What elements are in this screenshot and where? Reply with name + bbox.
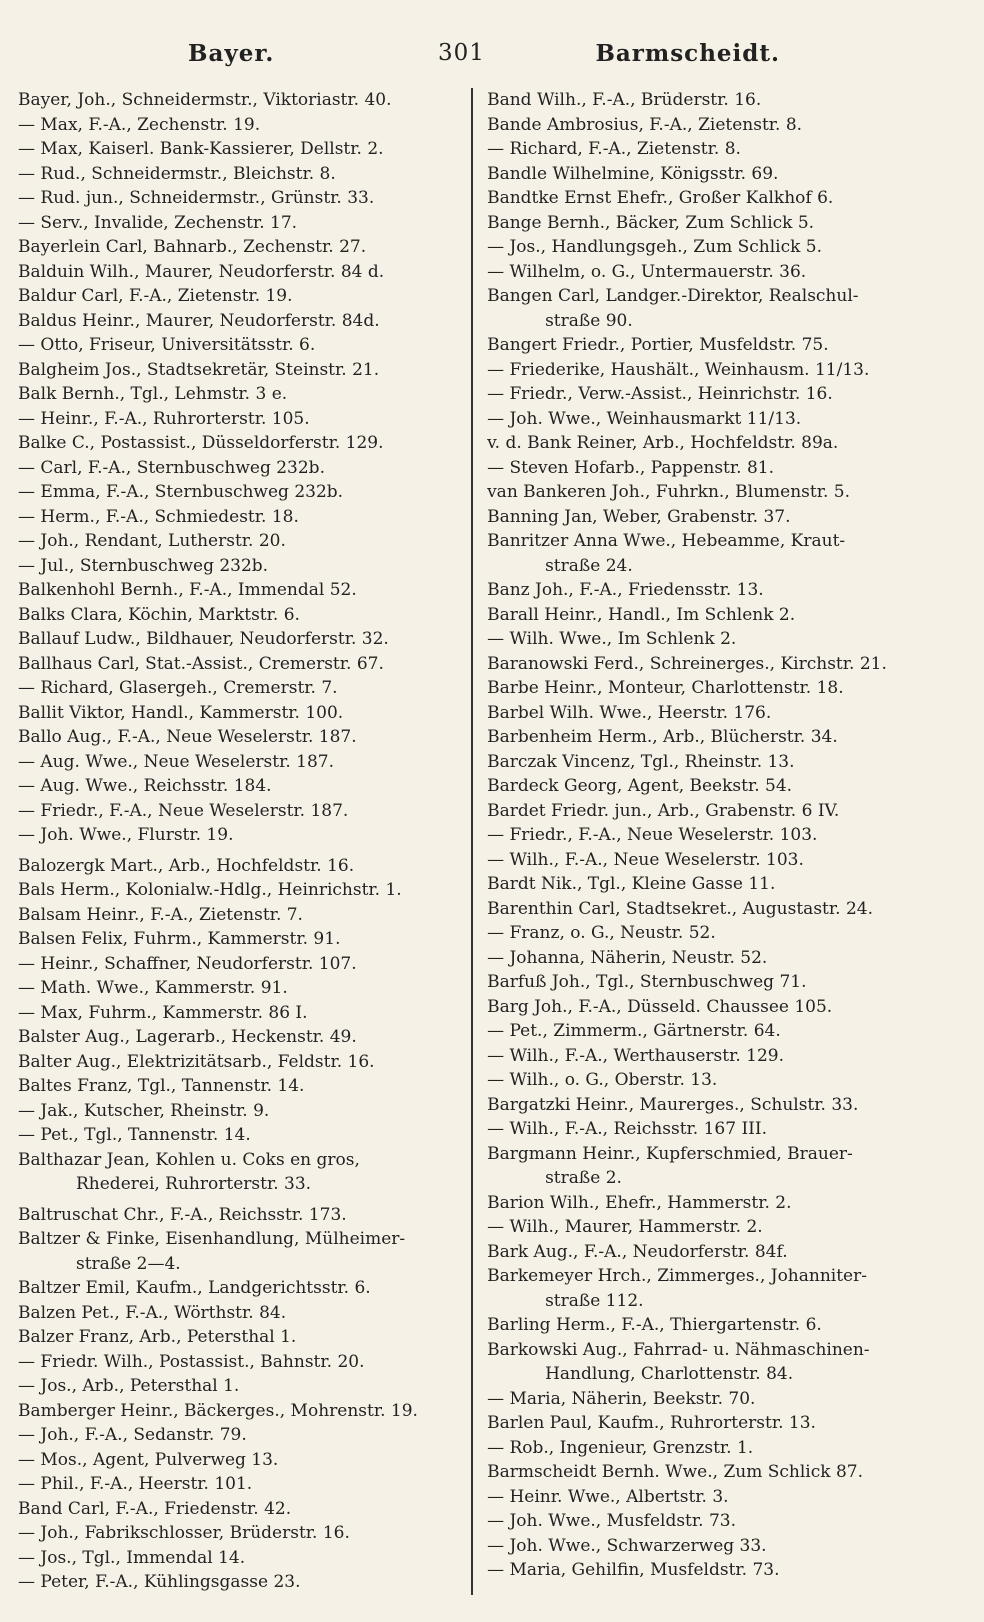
directory-entry: — Jos., Handlungsgeh., Zum Schlick 5.	[487, 237, 823, 257]
directory-entry: Barion Wilh., Ehefr., Hammerstr. 2.	[487, 1192, 792, 1213]
left-column	[18, 88, 473, 1595]
directory-entry: — Friederike, Haushält., Weinhausm. 11/13.	[487, 359, 870, 380]
directory-entry: Ballhaus Carl, Stat.-Assist., Cremerstr. 67.	[18, 653, 384, 674]
directory-entry: Bande Ambrosius, F.-A., Zietenstr. 8.	[487, 114, 803, 135]
directory-entry: Balduin Wilh., Maurer, Neudorferstr. 84 d.	[18, 261, 385, 282]
directory-entry: Barczak Vincenz, Tgl., Rheinstr. 13.	[487, 751, 795, 772]
directory-entry: Barling Herm., F.-A., Thiergartenstr. 6.	[487, 1315, 822, 1335]
directory-entry: — Rob., Ingenieur, Grenzstr. 1.	[487, 1437, 754, 1458]
directory-entry: Banritzer Anna Wwe., Hebeamme, Kraut-	[487, 531, 846, 551]
directory-entry: Banning Jan, Weber, Grabenstr. 37.	[487, 506, 791, 527]
directory-entry: Bayerlein Carl, Bahnarb., Zechenstr. 27.	[18, 237, 367, 257]
directory-entry: — Friedr., F.-A., Neue Weselerstr. 187.	[18, 800, 349, 821]
directory-entry: — Max, Fuhrm., Kammerstr. 86 I.	[18, 1002, 308, 1023]
directory-entry: — Wilhelm, o. G., Untermauerstr. 36.	[487, 261, 807, 282]
directory-entry: Banz Joh., F.-A., Friedensstr. 13.	[487, 580, 764, 600]
directory-entry: Bargatzki Heinr., Maurerges., Schulstr. 33.	[487, 1094, 859, 1115]
directory-entry: straße 2.	[545, 1168, 622, 1188]
directory-entry: — Aug. Wwe., Reichsstr. 184.	[18, 776, 272, 796]
directory-entry: — Joh., Fabrikschlosser, Brüderstr. 16.	[18, 1523, 350, 1543]
directory-entry: Bangen Carl, Landger.-Direktor, Realschul-	[487, 286, 859, 306]
directory-entry: — Jak., Kutscher, Rheinstr. 9.	[18, 1100, 270, 1121]
directory-entry: — Heinr., F.-A., Ruhrorterstr. 105.	[18, 408, 310, 429]
directory-entry: Bange Bernh., Bäcker, Zum Schlick 5.	[487, 212, 815, 233]
directory-entry: — Mos., Agent, Pulverweg 13.	[18, 1449, 279, 1470]
directory-entry: Bargmann Heinr., Kupferschmied, Brauer-	[487, 1143, 853, 1164]
directory-entry: Barg Joh., F.-A., Düsseld. Chaussee 105.	[487, 996, 833, 1017]
directory-entry: Balke C., Postassist., Düsseldorferstr. 129.	[18, 433, 384, 453]
directory-entry: Baltzer & Finke, Eisenhandlung, Mülheimer-	[18, 1229, 406, 1249]
directory-entry: — Richard, Glasergeh., Cremerstr. 7.	[18, 678, 338, 698]
directory-entry: Bamberger Heinr., Bäckerges., Mohrenstr. 19.	[18, 1400, 418, 1421]
directory-entry: Baldur Carl, F.-A., Zietenstr. 19.	[18, 286, 293, 306]
header-left-keyword: Bayer.	[188, 40, 275, 67]
directory-entry: — Friedr., F.-A., Neue Weselerstr. 103.	[487, 825, 818, 845]
directory-entry: — Maria, Näherin, Beekstr. 70.	[487, 1388, 756, 1409]
directory-entry: Bardet Friedr. jun., Arb., Grabenstr. 6 IV.	[487, 800, 840, 821]
directory-entry: — Friedr. Wilh., Postassist., Bahnstr. 20.	[18, 1351, 365, 1372]
directory-entry: — Emma, F.-A., Sternbuschweg 232b.	[18, 482, 344, 502]
directory-entry: Barenthin Carl, Stadtsekret., Augustastr. 24.	[487, 898, 873, 919]
directory-entry: Band Carl, F.-A., Friedenstr. 42.	[18, 1498, 292, 1519]
directory-entry: Bals Herm., Kolonialw.-Hdlg., Heinrichstr. 1.	[18, 880, 402, 900]
directory-entry: Bangert Friedr., Portier, Musfeldstr. 75.	[487, 335, 829, 355]
header-right-keyword: Barmscheidt.	[595, 40, 780, 67]
directory-entry: straße 90.	[545, 310, 633, 331]
directory-entry: Barall Heinr., Handl., Im Schlenk 2.	[487, 604, 796, 625]
directory-entry: Balk Bernh., Tgl., Lehmstr. 3 e.	[18, 384, 288, 404]
directory-entry: — Maria, Gehilfin, Musfeldstr. 73.	[487, 1560, 780, 1580]
directory-entry: — Aug. Wwe., Neue Weselerstr. 187.	[18, 751, 334, 772]
directory-entry: Balter Aug., Elektrizitätsarb., Feldstr. 16.	[18, 1051, 375, 1072]
directory-entry: — Richard, F.-A., Zietenstr. 8.	[487, 139, 741, 159]
directory-entry: Balzer Franz, Arb., Petersthal 1.	[18, 1327, 297, 1347]
directory-entry: — Joh. Wwe., Weinhausmarkt 11/13.	[487, 408, 802, 429]
directory-entry: — Joh. Wwe., Schwarzerweg 33.	[487, 1535, 767, 1556]
directory-entry: straße 24.	[545, 555, 633, 576]
directory-entry: Balsen Felix, Fuhrm., Kammerstr. 91.	[18, 929, 341, 949]
directory-entry: Bayer, Joh., Schneidermstr., Viktoriastr. 40.	[18, 90, 392, 110]
directory-entry: — Joh., F.-A., Sedanstr. 79.	[18, 1425, 247, 1445]
directory-entry: Balkenhohl Bernh., F.-A., Immendal 52.	[18, 580, 357, 600]
directory-entry: — Max, F.-A., Zechenstr. 19.	[18, 114, 261, 135]
directory-entry: — Otto, Friseur, Universitätsstr. 6.	[18, 335, 316, 355]
directory-entry: Barfuß Joh., Tgl., Sternbuschweg 71.	[487, 972, 807, 992]
directory-entry: — Friedr., Verw.-Assist., Heinrichstr. 16.	[487, 384, 833, 404]
directory-entry: — Joh. Wwe., Musfeldstr. 73.	[487, 1511, 736, 1531]
directory-entry: Barbe Heinr., Monteur, Charlottenstr. 18.	[487, 678, 844, 698]
directory-entry: Balozergk Mart., Arb., Hochfeldstr. 16.	[18, 855, 355, 876]
directory-entry: — Joh., Rendant, Lutherstr. 20.	[18, 531, 286, 551]
directory-entry: Baltzer Emil, Kaufm., Landgerichtsstr. 6.	[18, 1278, 371, 1298]
directory-entry: — Johanna, Näherin, Neustr. 52.	[487, 947, 768, 968]
directory-entry: Balzen Pet., F.-A., Wörthstr. 84.	[18, 1302, 287, 1323]
directory-entry: Handlung, Charlottenstr. 84.	[545, 1364, 794, 1384]
directory-entry: — Peter, F.-A., Kühlingsgasse 23.	[18, 1572, 301, 1592]
directory-entry: — Pet., Zimmerm., Gärtnerstr. 64.	[487, 1021, 781, 1041]
right-column	[473, 88, 950, 1595]
directory-entry: — Jos., Tgl., Immendal 14.	[18, 1547, 246, 1568]
directory-entry: — Carl, F.-A., Sternbuschweg 232b.	[18, 457, 325, 478]
directory-entry: Balster Aug., Lagerarb., Heckenstr. 49.	[18, 1027, 357, 1047]
directory-entry: — Wilh., F.-A., Werthauserstr. 129.	[487, 1045, 784, 1066]
directory-entry: Bardt Nik., Tgl., Kleine Gasse 11.	[487, 874, 776, 894]
directory-entry: — Steven Hofarb., Pappenstr. 81.	[487, 457, 774, 478]
directory-entry: — Pet., Tgl., Tannenstr. 14.	[18, 1125, 251, 1145]
directory-entry: Balthazar Jean, Kohlen u. Coks en gros,	[18, 1149, 360, 1170]
directory-entry: Balsam Heinr., F.-A., Zietenstr. 7.	[18, 904, 303, 925]
directory-entry: Ballauf Ludw., Bildhauer, Neudorferstr. 32.	[18, 629, 389, 649]
directory-entry: — Max, Kaiserl. Bank-Kassierer, Dellstr. 2.	[18, 139, 384, 159]
directory-entry: — Wilh., Maurer, Hammerstr. 2.	[487, 1217, 763, 1237]
directory-entry: — Franz, o. G., Neustr. 52.	[487, 923, 716, 943]
directory-entry: — Herm., F.-A., Schmiedestr. 18.	[18, 506, 299, 527]
directory-entry: van Bankeren Joh., Fuhrkn., Blumenstr. 5.	[487, 482, 850, 502]
directory-entry: straße 2—4.	[76, 1253, 181, 1274]
directory-entry: — Jos., Arb., Petersthal 1.	[18, 1376, 240, 1396]
directory-entry: Baranowski Ferd., Schreinerges., Kirchstr. 21.	[487, 653, 887, 674]
directory-entry: — Phil., F.-A., Heerstr. 101.	[18, 1474, 253, 1494]
directory-entry: — Math. Wwe., Kammerstr. 91.	[18, 978, 288, 998]
directory-entry: Bardeck Georg, Agent, Beekstr. 54.	[487, 776, 793, 796]
directory-entry: straße 112.	[545, 1290, 644, 1311]
directory-entry: Bandtke Ernst Ehefr., Großer Kalkhof 6.	[487, 188, 834, 208]
directory-entry: Barkowski Aug., Fahrrad- u. Nähmaschinen-	[487, 1339, 870, 1360]
directory-entry: Balgheim Jos., Stadtsekretär, Steinstr. 21.	[18, 359, 380, 380]
directory-entry: Barmscheidt Bernh. Wwe., Zum Schlick 87.	[487, 1462, 863, 1482]
directory-entry: Balks Clara, Köchin, Marktstr. 6.	[18, 604, 300, 625]
page-header	[18, 40, 950, 88]
directory-entry: — Wilh., F.-A., Reichsstr. 167 III.	[487, 1119, 767, 1139]
directory-entry: — Wilh., o. G., Oberstr. 13.	[487, 1070, 718, 1090]
directory-entry: Bark Aug., F.-A., Neudorferstr. 84f.	[487, 1241, 788, 1262]
directory-entry: Ballit Viktor, Handl., Kammerstr. 100.	[18, 702, 344, 723]
directory-entry: Barkemeyer Hrch., Zimmerges., Johanniter-	[487, 1266, 867, 1286]
directory-entry: — Jul., Sternbuschweg 232b.	[18, 555, 269, 576]
directory-entry: Barlen Paul, Kaufm., Ruhrorterstr. 13.	[487, 1413, 816, 1433]
directory-entry: — Rud. jun., Schneidermstr., Grünstr. 33.	[18, 188, 375, 208]
directory-entry: — Heinr., Schaffner, Neudorferstr. 107.	[18, 953, 357, 974]
directory-entry: Baldus Heinr., Maurer, Neudorferstr. 84d.	[18, 310, 380, 331]
directory-entry: Barbel Wilh. Wwe., Heerstr. 176.	[487, 702, 772, 723]
directory-entry: — Rud., Schneidermstr., Bleichstr. 8.	[18, 163, 336, 184]
directory-entry: — Heinr. Wwe., Albertstr. 3.	[487, 1486, 729, 1507]
directory-entry: v. d. Bank Reiner, Arb., Hochfeldstr. 89a.	[487, 433, 839, 453]
directory-entry: Rhederei, Ruhrorterstr. 33.	[76, 1174, 312, 1194]
directory-entry: Band Wilh., F.-A., Brüderstr. 16.	[487, 90, 762, 110]
page-number: 301	[438, 40, 485, 66]
directory-entry: Ballo Aug., F.-A., Neue Weselerstr. 187.	[18, 727, 357, 747]
directory-entry: Baltes Franz, Tgl., Tannenstr. 14.	[18, 1076, 305, 1096]
directory-entry: — Serv., Invalide, Zechenstr. 17.	[18, 212, 298, 233]
directory-entry: — Joh. Wwe., Flurstr. 19.	[18, 825, 234, 845]
directory-entry: Barbenheim Herm., Arb., Blücherstr. 34.	[487, 727, 838, 747]
directory-entry: — Wilh., F.-A., Neue Weselerstr. 103.	[487, 849, 804, 870]
directory-entry: Bandle Wilhelmine, Königsstr. 69.	[487, 163, 779, 184]
directory-entry: Baltruschat Chr., F.-A., Reichsstr. 173.	[18, 1204, 347, 1225]
columns	[18, 88, 950, 1595]
directory-entry: — Wilh. Wwe., Im Schlenk 2.	[487, 629, 737, 649]
